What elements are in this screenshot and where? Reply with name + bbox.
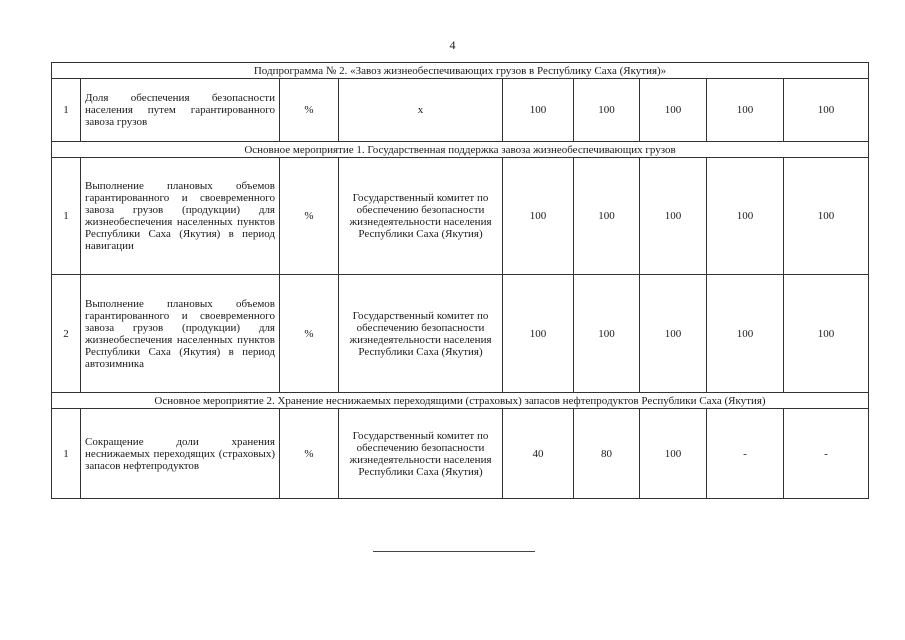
value-cell: 100 [640, 275, 707, 393]
section-header-row [52, 393, 869, 409]
row-number: 2 [52, 275, 81, 393]
value-cell: 100 [707, 79, 784, 142]
value-cell: - [784, 409, 869, 499]
value-cell: 100 [707, 275, 784, 393]
value-cell: 100 [784, 275, 869, 393]
value-cell: 100 [574, 79, 640, 142]
responsible-cell: х [339, 79, 503, 142]
value-cell: 100 [640, 158, 707, 275]
subprogram-title: Подпрограмма № 2. «Завоз жизнеобеспечивающих грузов в Республику Саха (Якутия)» [52, 63, 869, 79]
indicator-row [52, 79, 869, 142]
subprogram-header-row [52, 63, 869, 79]
unit-cell: % [280, 79, 339, 142]
value-cell: 100 [640, 409, 707, 499]
value-cell: 100 [574, 158, 640, 275]
responsible-cell: Государственный комитет по обеспечению безопасности жизнедеятельности населения Республики Саха (Якутия) [339, 409, 503, 499]
section-header-row [52, 142, 869, 158]
unit-cell: % [280, 275, 339, 393]
indicator-name: Доля обеспечения безопасности населения путем гарантированного завоза грузов [81, 79, 280, 142]
value-cell: 100 [784, 158, 869, 275]
row-number: 1 [52, 158, 81, 275]
footnote-divider [373, 551, 535, 552]
value-cell: 80 [574, 409, 640, 499]
measure-row [52, 158, 869, 275]
measure-row [52, 409, 869, 499]
unit-cell: % [280, 158, 339, 275]
row-number: 1 [52, 409, 81, 499]
section-title: Основное мероприятие 1. Государственная поддержка завоза жизнеобеспечивающих грузов [52, 142, 869, 158]
measure-name: Выполнение плановых объемов гарантированного и своевременного завоза грузов (продукции) для жизнеобеспечения населенных пунктов Республики Саха (Якутия) в период автозимника [81, 275, 280, 393]
unit-cell: % [280, 409, 339, 499]
value-cell: 100 [503, 275, 574, 393]
row-number: 1 [52, 79, 81, 142]
page-number: 4 [449, 38, 456, 52]
responsible-cell: Государственный комитет по обеспечению безопасности жизнедеятельности населения Республики Саха (Якутия) [339, 275, 503, 393]
measure-row [52, 275, 869, 393]
indicators-table [51, 62, 869, 499]
section-title: Основное мероприятие 2. Хранение неснижаемых переходящими (страховых) запасов нефтепродуктов Республики Саха (Якутия) [52, 393, 869, 409]
value-cell: 100 [574, 275, 640, 393]
value-cell: 100 [503, 79, 574, 142]
value-cell: 100 [784, 79, 869, 142]
measure-name: Сокращение доли хранения неснижаемых переходящих (страховых) запасов нефтепродуктов [81, 409, 280, 499]
value-cell: - [707, 409, 784, 499]
value-cell: 100 [640, 79, 707, 142]
measure-name: Выполнение плановых объемов гарантированного и своевременного завоза грузов (продукции) для жизнеобеспечения населенных пунктов Республики Саха (Якутия) в период навигации [81, 158, 280, 275]
value-cell: 100 [707, 158, 784, 275]
responsible-cell: Государственный комитет по обеспечению безопасности жизнедеятельности населения Республики Саха (Якутия) [339, 158, 503, 275]
value-cell: 100 [503, 158, 574, 275]
value-cell: 40 [503, 409, 574, 499]
